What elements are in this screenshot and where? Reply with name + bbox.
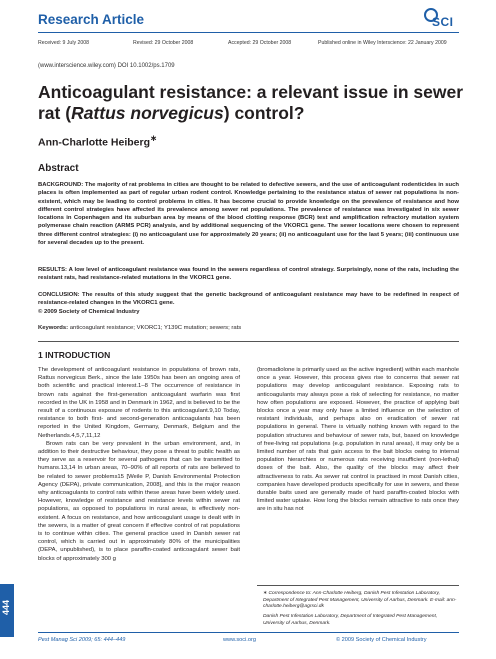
footnote-rule [257,585,459,586]
abstract-conclusion: CONCLUSION: The results of this study suggest that the genetic background of anticoagulant resistance may have to be redefined in respect of resistance-related changes in the VKORC1 gene. [38,292,459,307]
section-rule [38,341,459,342]
author-name: Ann-Charlotte Heiberg [38,136,151,149]
sci-logo [418,6,462,34]
footer-copyright: © 2009 Society of Chemical Industry [336,637,427,643]
abstract-background: BACKGROUND: The majority of rat problems in cities are thought to be related to defective sewers, and the use of anticoagulant rodenticides in such places is often implemented as part of regular urban rodent control. Knowledge pertaining to the resistance status of sewer rat populations is non-existent, which may be leading to control problems in cities. It has become crucial to provide knowledge on the prevalence of resistance and how different control strategies have affected its prevalence among sewer rat populations. The prevalence of resistance was investigated in six sewer locations in Copenhagen and its suburban area by means of the blood clotting response (BCR) test and amplification refractory mutation system polymerase chain reaction (ARMS PCR) analysis, and by additional sequencing of the VKORC1 gene. The sewer locations were chosen to represent three different control strategies: (i) no anticoagulant use for approximately 20 years; (ii) no anticoagulant use for the last 5 years; (iii) continuous use for several decades up to the present. [38,182,459,247]
footnote-correspondence: ∗ Correspondence to: Ann-Charlotte Heiberg, Danish Pest Infestation Laboratory, Department of Integrated Pest Management, University of Aarhus, Denmark. E-mail: ann-charlotte.heiberg@agrsci.dk [263,591,457,610]
published-date: Published online in Wiley Interscience: 22 January 2009 [318,40,447,46]
footer-rule [38,632,459,633]
body-column-left [38,366,240,563]
logo-text: SCI [432,15,454,29]
doi-link[interactable]: (www.interscience.wiley.com) DOI 10.1002/ps.1709 [38,63,175,69]
title-part-2: ) control? [223,103,305,123]
section-heading: 1 INTRODUCTION [38,350,111,360]
article-author [38,133,157,149]
abstract-copyright: © 2009 Society of Chemical Industry [38,309,140,315]
keywords-value: anticoagulant resistance; VKORC1; Y139C mutation; sewers; rats [69,325,242,331]
abstract-heading: Abstract [38,163,79,174]
body-column-right [257,366,459,514]
website-link[interactable]: www.soci.org [223,637,256,643]
author-mark: ∗ [150,133,158,143]
intro-paragraph-2: Brown rats can be very prevalent in the urban environment, and, in addition to their destructive behaviour, they pose a threat to public health as they serve as a reservoir for several pathogens that can be transmitted to humans.13,14 In urban areas, 70–90% of all reports of rats are believed to be related to sewer problems15 [Weile P, Danish Environmental Protection Agency (DEPA), private communication, 2008], and this is the major reason why anticoagulants to control rats within these areas have been widely used. However, knowledge of resistance and resistance levels within sewer rat populations, as opposed to populations in rural areas, is effectively non-existent. A focus on resistance, and how anticoagulant usage is dealt with in the sewers, is a matter of great concern if effective control of rat populations is to continue within cities. The general practice used in Danish sewer rat control, which is carried out in approximately 80% of the municipalities (DEPA, unpublished), is to place paraffin-coated anticoagulant sewer bait blocks of approximately 300 g [38,440,240,562]
title-part-1: Anticoagulant resistance: a relevant issue in sewer rat ( [38,82,464,123]
accepted-date: Accepted: 29 October 2008 [228,40,292,46]
intro-paragraph-1: The development of anticoagulant resistance in populations of brown rats, Rattus norvegicus Berk., since the late 1950s has been an ongoing area of both scientific and practical interest.1–8 The occurrence of resistance in brown rats against the first-generation anticoagulant warfarin was first recorded in the UK in 1958 and in Denmark in 1962, and is believed to be the result of a continuous exposure of rodents to this anticoagulant.9,10 Today, resistance to both first- and second-generation anticoagulants has been reported in the United Kingdom, Germany, Denmark, Belgium and the Netherlands.4,5,7,11,12 [38,367,240,439]
article-title [38,82,468,124]
page-number: 444 [1,600,11,616]
keywords [38,325,459,331]
footnote-affiliation: Danish Pest Infestation Laboratory, Department of Integrated Pest Management, University of Aarhus, Denmark. [263,614,438,626]
header-rule [38,32,459,33]
intro-paragraph-3: (bromadiolone is primarily used as the active ingredient) within each manhole once a year. However, this process gives rise to concerns that sewer rat populations may develop anticoagulant resistance. Exposing rats to anticoagulants may always pose a risk of selecting for resistance, no matter how often populations are exposed. However, the practice of applying bait blocks once a year may only have a limited influence on the selection of resistant individuals, and perhaps also on eradication of sewer rat populations in general. There is virtually nothing known with regard to the population structures and behaviour of sewer rats, but, based on knowledge of free-living rat populations (e.g. population in rural areas), it may only be a limited number of rats that gain access to the bait blocks owing to internal population hierarchies or numerous rats receiving insufficient (non-lethal) doses of the bait. Also, the quality of the blocks may affect their attractiveness to rats. As sewer rat control is practised in most Danish cities, companies have developed products specifically for use in sewers, and these durable baits used are generally made of hard paraffin-coated blocks with limited water uptake. How long the blocks remain attractive to rats once they are in situ has not [257,367,459,513]
keywords-label: Keywords: [38,325,69,331]
title-species: Rattus norvegicus [71,103,224,123]
revised-date: Revised: 29 October 2008 [133,40,194,46]
section-label: Research Article [38,12,145,27]
journal-citation: Pest Manag Sci 2009; 65: 444–449 [38,637,126,643]
received-date: Received: 9 July 2008 [38,40,90,46]
abstract-results: RESULTS: A low level of anticoagulant resistance was found in the sewers regardless of control strategy. Surprisingly, none of the rats, including the resistant rats, had resistance-related mutations in the VKORC1 gene. [38,267,459,282]
